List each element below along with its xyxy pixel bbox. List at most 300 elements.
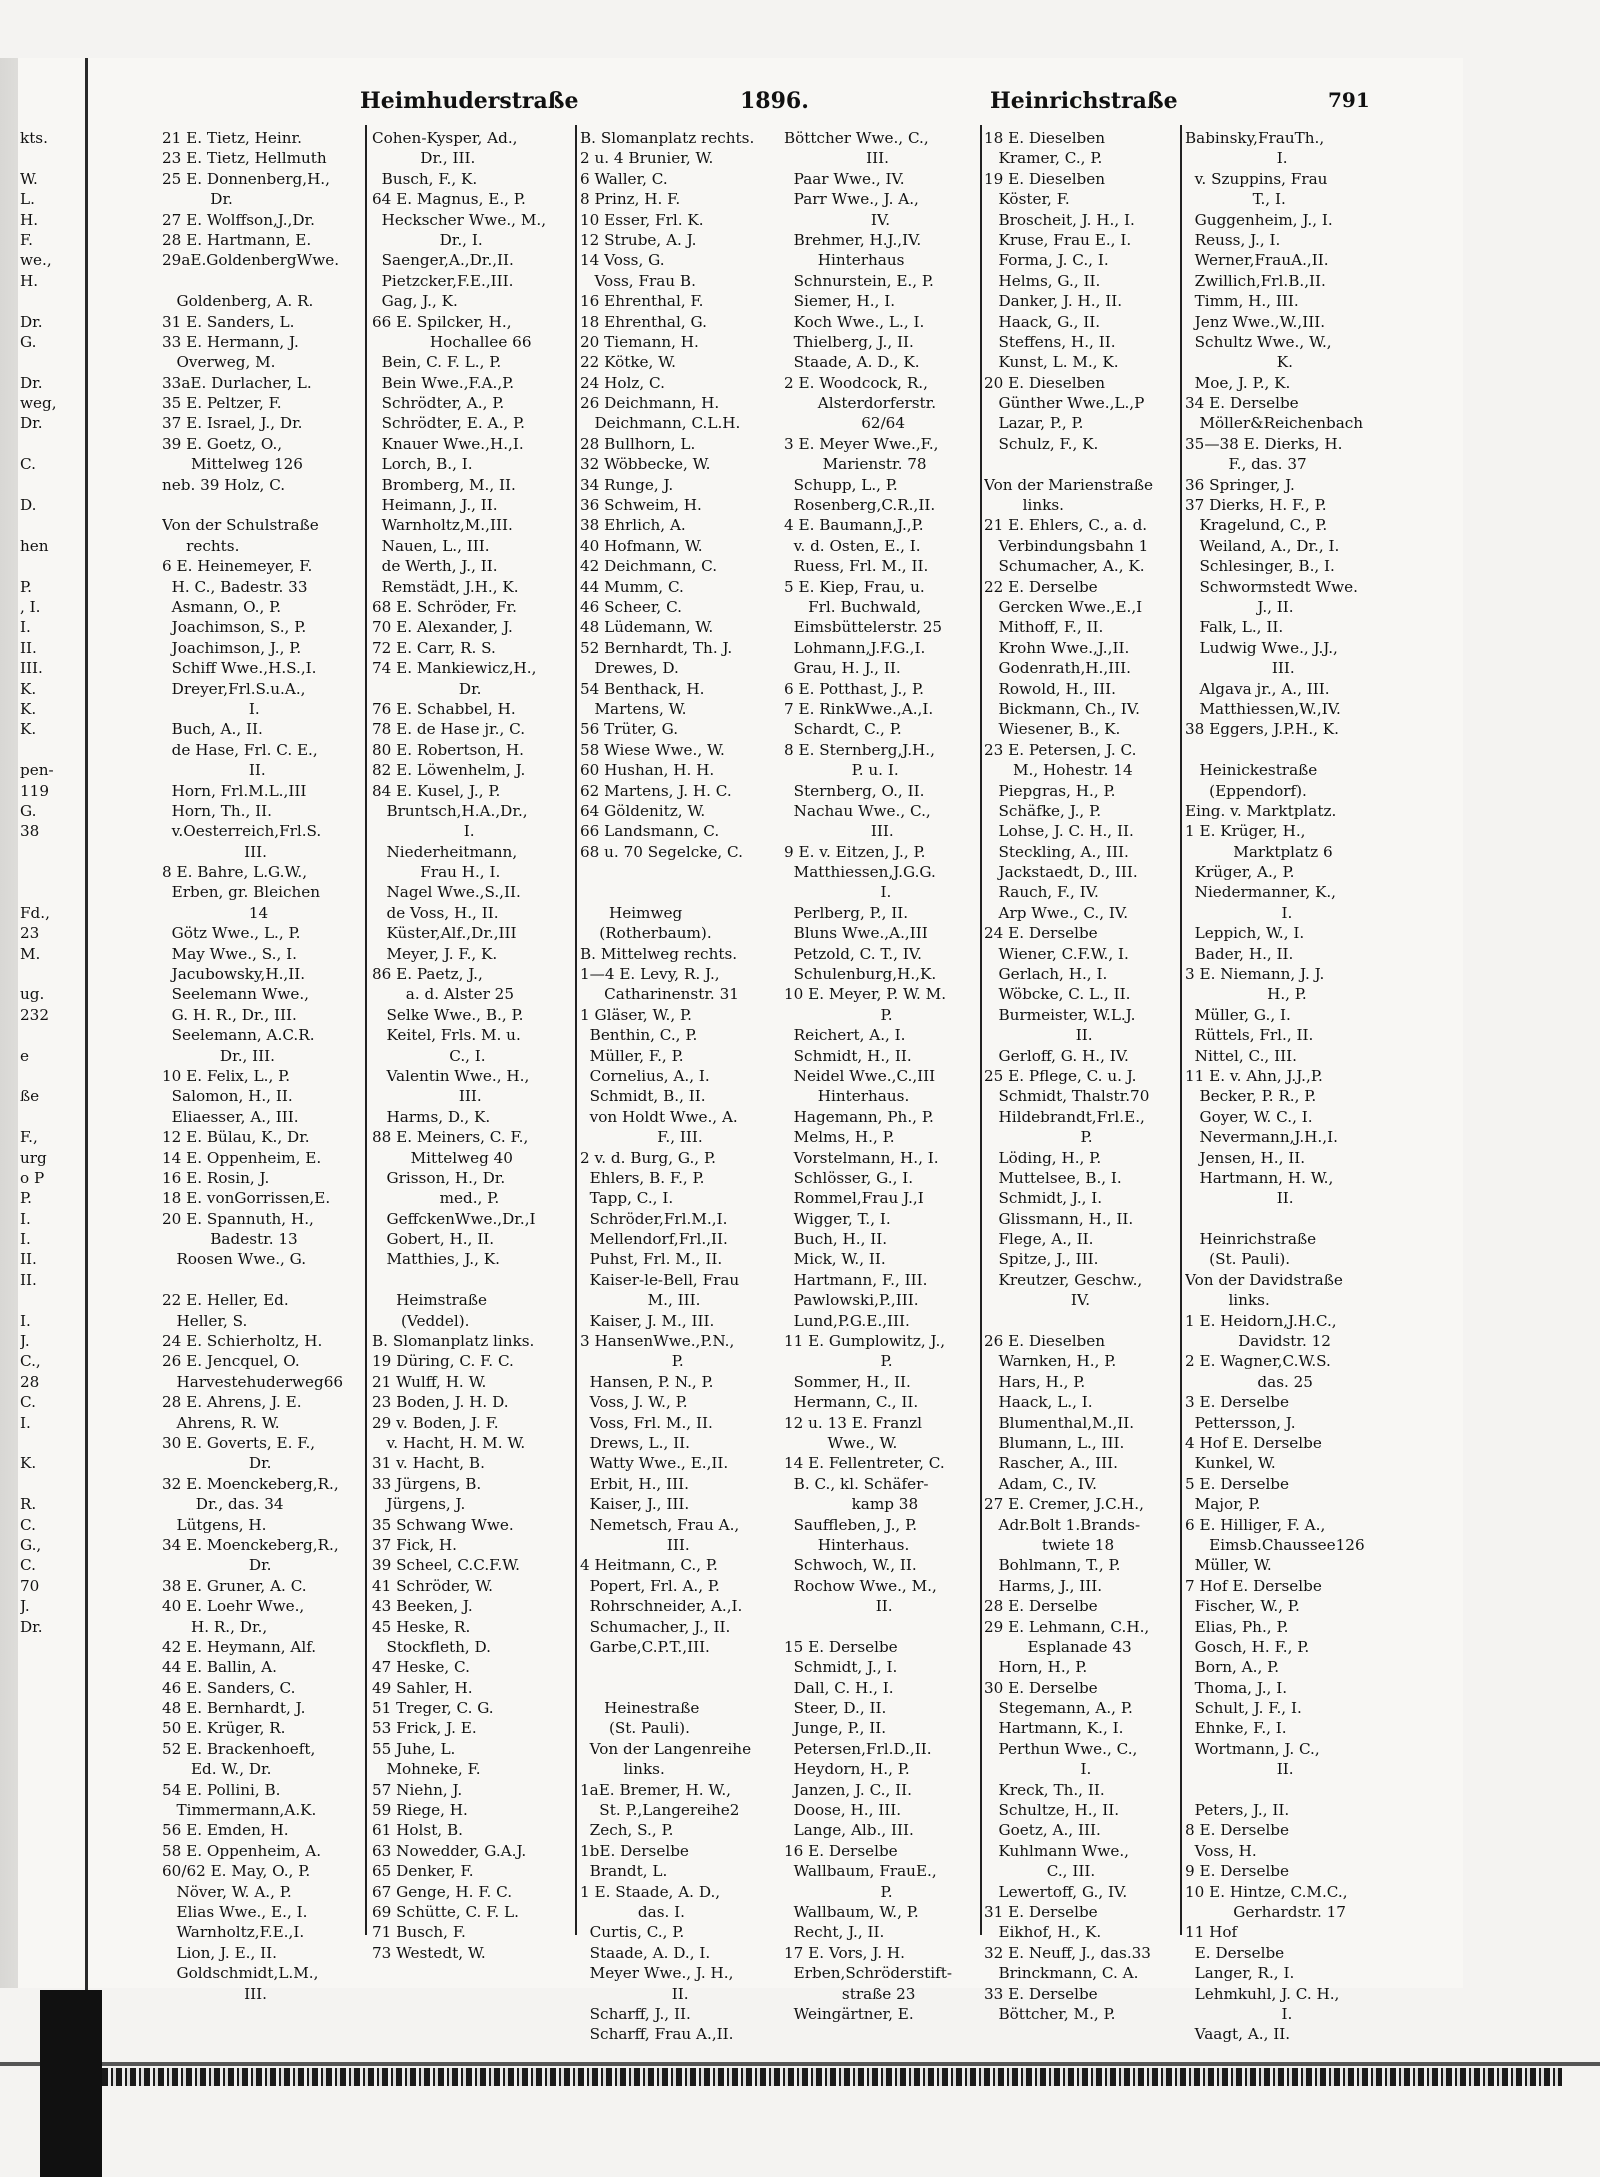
directory-line: (Rotherbaum). [580,924,712,943]
directory-line: 30 E. Derselbe [984,1678,1098,1697]
directory-line [20,1474,136,1494]
directory-line: Schwormstedt Wwe. [1185,577,1358,596]
directory-line: Kaiser, J., III. [580,1495,690,1514]
directory-line: Schwoch, W., II. [784,1556,917,1575]
directory-line [1185,740,1385,760]
directory-line: 28 [20,1372,40,1391]
directory-line: B. Slomanplatz rechts. [580,129,755,147]
directory-line: M., III. [580,1291,701,1310]
directory-line: Godenrath,H.,III. [984,659,1132,678]
directory-line: 52 E. Brackenhoeft, [162,1739,316,1758]
directory-line: 3 E. Niemann, J. J. [1185,965,1325,984]
directory-line: Voss, Frl. M., II. [580,1413,713,1432]
directory-line: F., das. 37 [1185,455,1307,474]
directory-line: e [20,1046,29,1065]
directory-line: Buch, H., II. [784,1230,888,1249]
directory-line: Doose, H., III. [784,1801,902,1820]
directory-line: Von der Langenreihe [580,1739,752,1758]
directory-line: 16 E. Rosin, J. [162,1168,270,1187]
directory-line: Staade, A. D., I. [580,1943,711,1962]
directory-line: II. [784,1597,893,1616]
directory-line: 62 Martens, J. H. C. [580,781,732,800]
directory-line: J. [20,1597,30,1616]
directory-line: Krohn Wwe.,J.,II. [984,638,1130,657]
directory-line: 31 E. Sanders, L. [162,312,295,331]
directory-line: 40 E. Loehr Wwe., [162,1597,305,1616]
directory-line: P. [784,1005,893,1024]
directory-line: 37 Fick, H. [372,1535,457,1554]
directory-line: 16 Ehrenthal, F. [580,292,704,311]
directory-line: 10 E. Meyer, P. W. M. [784,985,947,1004]
directory-line: GeffckenWwe.,Dr.,I [372,1209,536,1228]
directory-line: Lund,P.G.E.,III. [784,1311,910,1330]
directory-line: Müller, W. [1185,1556,1272,1575]
directory-line: Wortmann, J. C., [1185,1739,1320,1758]
directory-line: Schulz, F., K. [984,434,1099,453]
directory-line: 32 Wöbbecke, W. [580,455,711,474]
directory-line: Böttcher Wwe., C., [784,129,929,147]
directory-line: Von der Marienstraße [984,475,1153,494]
directory-line: Lazar, P., P. [984,414,1084,433]
directory-line: Eing. v. Marktplatz. [1185,801,1337,820]
directory-line: Dr. [162,1454,272,1473]
directory-line: Kramer, C., P. [984,149,1103,168]
directory-line: Pietzcker,F.E.,III. [372,271,514,290]
directory-line: I. [20,1413,31,1432]
directory-line: 63 Nowedder, G.A.J. [372,1841,527,1860]
directory-line: Martens, W. [580,699,687,718]
directory-line [20,291,136,311]
directory-line: 14 [162,903,269,922]
directory-line: Eimsb.Chaussee126 [1185,1535,1365,1554]
directory-line [20,740,136,760]
directory-line: 56 E. Emden, H. [162,1821,289,1840]
directory-line: 28 E. Ahrens, J. E. [162,1393,302,1412]
directory-line: 38 [20,822,40,841]
directory-line: Dall, C. H., I. [784,1678,894,1697]
directory-line: Esplanade 43 [984,1637,1132,1656]
directory-line: I. [984,1760,1092,1779]
directory-line: Kunkel, W. [1185,1454,1276,1473]
directory-line: 35 Schwang Wwe. [372,1515,514,1534]
directory-line: 4 Heitmann, C., P. [580,1556,718,1575]
directory-line: 36 Schweim, H. [580,496,702,515]
directory-line: 1 E. Staade, A. D., [580,1882,721,1901]
directory-line: de Werth, J., II. [372,557,498,576]
directory-line: 55 Juhe, L. [372,1739,456,1758]
directory-line: Kaiser-le-Bell, Frau [580,1270,740,1289]
directory-line: Pettersson, J. [1185,1413,1296,1432]
directory-line: II. [984,1026,1093,1045]
directory-line: neb. 39 Holz, C. [162,475,286,494]
directory-line: 232 [20,1005,49,1024]
directory-line: 80 E. Robertson, H. [372,740,524,759]
directory-line: Dr., III. [372,149,476,168]
directory-line: Pawlowski,P.,III. [784,1291,919,1310]
directory-line: K. [20,1454,37,1473]
directory-line: Born, A., P. [1185,1658,1280,1677]
directory-line: Muttelsee, B., I. [984,1168,1122,1187]
directory-line: Heydorn, H., P. [784,1760,910,1779]
directory-line: T., I. [1185,190,1286,209]
column-6 [1185,128,1385,2045]
directory-line: Schultze, H., II. [984,1801,1120,1820]
directory-line: 10 E. Hintze, C.M.C., [1185,1882,1348,1901]
directory-line: Hildebrandt,Frl.E., [984,1107,1145,1126]
directory-line: Heinrichstraße [1185,1230,1317,1249]
directory-line: J. [20,1332,30,1351]
directory-line: II. [20,638,37,657]
directory-line: Erbit, H., III. [580,1474,689,1493]
directory-line: Müller, G., I. [1185,1005,1291,1024]
directory-line [580,862,780,882]
directory-line: Eimsbüttelerstr. 25 [784,618,943,637]
directory-line: 42 Deichmann, C. [580,557,718,576]
scan-ruler-base [0,2062,1600,2066]
directory-line: 29 v. Boden, J. F. [372,1413,499,1432]
directory-line [1185,1209,1385,1229]
directory-line: Peters, J., II. [1185,1801,1290,1820]
directory-line: 67 Genge, H. F. C. [372,1882,513,1901]
directory-line: Salomon, H., II. [162,1087,293,1106]
directory-line: Drews, L., II. [580,1434,690,1452]
directory-line: I. [20,1311,31,1330]
directory-line: 71 Busch, F. [372,1923,466,1942]
directory-line: Heimstraße [372,1291,487,1310]
directory-line: 53 Frick, J. E. [372,1719,477,1738]
directory-line: 58 E. Oppenheim, A. [162,1841,322,1860]
directory-line: 41 Schröder, W. [372,1576,493,1595]
directory-line: III. [784,149,889,168]
directory-line: (St. Pauli). [1185,1250,1291,1269]
directory-line: Wwe., W. [784,1434,898,1452]
directory-line: Müller, F., P. [580,1046,684,1065]
directory-line: Elias Wwe., E., I. [162,1902,308,1921]
directory-line: W. [20,169,38,188]
directory-line: Günther Wwe.,L.,P [984,394,1145,413]
directory-line: Fd., [20,903,50,922]
directory-line: Dr. [162,190,233,209]
directory-line: Erben, gr. Bleichen [162,883,321,902]
directory-line: 22 E. Derselbe [984,577,1098,596]
directory-line: Parr Wwe., J. A., [784,190,919,209]
directory-line: 20 Tiemann, H. [580,332,699,351]
directory-line: 14 E. Oppenheim, E. [162,1148,322,1167]
directory-line: Weiland, A., Dr., I. [1185,536,1340,555]
directory-line: 14 E. Fellentreter, C. [784,1454,945,1473]
directory-line: Stockfleth, D. [372,1637,491,1656]
directory-line: Warnholtz,F.E.,I. [162,1923,305,1942]
directory-line: 31 E. Derselbe [984,1902,1098,1921]
directory-line: Gerloff, G. H., IV. [984,1046,1129,1065]
directory-line: Schiff Wwe.,H.S.,I. [162,659,317,678]
directory-line: Blumann, L., III. [984,1434,1125,1452]
directory-line: Lohse, J. C. H., II. [984,822,1134,841]
directory-line: 11 E. v. Ahn, J.J.,P. [1185,1066,1323,1085]
directory-line: 28 E. Derselbe [984,1597,1098,1616]
directory-line: 33 Jürgens, B. [372,1474,482,1493]
directory-line: 27 E. Cremer, J.C.H., [984,1495,1144,1514]
directory-line: Nauen, L., III. [372,536,490,555]
directory-line: Puhst, Frl. M., II. [580,1250,723,1269]
directory-line: 33 E. Hermann, J. [162,332,299,351]
column-rule [365,125,367,1935]
directory-line: weg, [20,394,57,413]
directory-line: Bluns Wwe.,A.,III [784,924,928,943]
directory-line: Brandt, L. [580,1862,668,1881]
directory-line: Rosenberg,C.R.,II. [784,496,936,515]
directory-line: Lorch, B., I. [372,455,473,474]
directory-line: Garbe,C.P.T.,III. [580,1637,710,1656]
directory-line: Schmidt, J., I. [984,1189,1103,1208]
directory-line: 78 E. de Hase jr., C. [372,720,526,739]
directory-line: Wallbaum, FrauE., [784,1862,937,1881]
directory-line: Mithoff, F., II. [984,618,1104,637]
directory-line: I. [1185,903,1293,922]
directory-line: Von der Davidstraße [1185,1270,1343,1289]
directory-line: Benthin, C., P. [580,1026,698,1045]
directory-line: Meyer Wwe., J. H., [580,1964,734,1983]
directory-line: K. [20,720,37,739]
directory-line: 9 E. v. Eitzen, J., P. [784,842,926,861]
directory-line: Mellendorf,Frl.,II. [580,1230,728,1249]
directory-line: Rauch, F., IV. [984,883,1099,902]
directory-line: K. [20,699,37,718]
directory-line: Siemer, H., I. [784,292,896,311]
directory-line: 33aE. Durlacher, L. [162,373,312,392]
directory-line: Növer, W. A., P. [162,1882,292,1901]
directory-line [162,495,357,515]
directory-line: H. R., Dr., [162,1617,268,1636]
directory-line: Kruse, Frau E., I. [984,230,1132,249]
directory-line: Jürgens, J. [372,1495,466,1514]
directory-line: Asmann, O., P. [162,597,282,616]
directory-line: 64 E. Magnus, E., P. [372,190,526,209]
directory-line: 23 E. Petersen, J. C. [984,740,1137,759]
directory-line: Goldenberg, A. R. [162,292,314,311]
directory-line: Arp Wwe., C., IV. [984,903,1129,922]
directory-line: K. [1185,353,1293,372]
directory-line: Vorstelmann, H., I. [784,1148,939,1167]
directory-line: May Wwe., S., I. [162,944,297,963]
directory-line: Rüttels, Frl., II. [1185,1026,1314,1045]
directory-line: Ludwig Wwe., J.J., [1185,638,1338,657]
directory-line: Sternberg, O., II. [784,781,925,800]
directory-line: we., [20,251,52,270]
directory-line: Timmermann,A.K. [162,1801,317,1820]
directory-line: Kreck, Th., II. [984,1780,1105,1799]
directory-line: Babinsky,FrauTh., [1185,129,1325,147]
directory-line: Schumacher, J., II. [580,1617,731,1636]
directory-line: 26 E. Jencquel, O. [162,1352,300,1371]
directory-line: Gerlach, H., I. [984,965,1108,984]
directory-line: G. [20,801,37,820]
directory-line: Grau, H. J., II. [784,659,901,678]
directory-line: 37 E. Israel, J., Dr. [162,414,303,433]
directory-line: Saenger,A.,Dr.,II. [372,251,514,270]
directory-line: Gerhardstr. 17 [1185,1902,1346,1921]
directory-line: 19 E. Dieselben [984,169,1106,188]
directory-line: Spitze, J., III. [984,1250,1099,1269]
directory-line: Reuss, J., I. [1185,230,1281,249]
directory-line: Gosch, H. F., P. [1185,1637,1310,1656]
directory-line: 58 Wiese Wwe., W. [580,740,725,759]
directory-line: Bein Wwe.,F.A.,P. [372,373,515,392]
column-5 [984,128,1179,2024]
directory-line: 45 Heske, R. [372,1617,471,1636]
directory-line: Danker, J. H., II. [984,292,1123,311]
directory-line: 21 Wulff, H. W. [372,1372,487,1391]
directory-line: Hansen, P. N., P. [580,1372,714,1391]
directory-line: 54 Benthack, H. [580,679,705,698]
directory-line: Nagel Wwe.,S.,II. [372,883,521,902]
directory-line: III. [162,842,267,861]
directory-line: 7 Hof E. Derselbe [1185,1576,1322,1595]
directory-line: Marktplatz 6 [1185,842,1333,861]
directory-line: B. C., kl. Schäfer- [784,1474,929,1493]
directory-line: 11 Hof [1185,1923,1238,1942]
directory-line: 40 Hofmann, W. [580,536,703,555]
directory-line: Blumenthal,M.,II. [984,1413,1135,1432]
directory-line: Leppich, W., I. [1185,924,1305,943]
directory-line: Adr.Bolt 1.Brands- [984,1515,1141,1534]
directory-line: Busch, F., K. [372,169,478,188]
directory-line: 37 Dierks, H. F., P. [1185,496,1327,515]
directory-line: 48 Lüdemann, W. [580,618,714,637]
directory-line: Köster, F. [984,190,1070,209]
directory-line: Warnholtz,M.,III. [372,516,513,535]
directory-line: Nemetsch, Frau A., [580,1515,740,1534]
directory-line: Frl. Buchwald, [784,597,922,616]
directory-line [372,1270,572,1290]
directory-line: Ahrens, R. W. [162,1413,280,1432]
directory-line: 21 E. Ehlers, C., a. d. [984,516,1148,535]
directory-line: 32 E. Moenckeberg,R., [162,1474,339,1493]
directory-line: 10 Esser, Frl. K. [580,210,704,229]
directory-line: 61 Holst, B. [372,1821,463,1840]
header-right-street-title: Heinrichstraße [990,88,1178,114]
directory-line: links. [1185,1291,1270,1310]
directory-line: 12 E. Bülau, K., Dr. [162,1128,310,1147]
directory-line: P. [20,1189,32,1208]
directory-line: Lewertoff, G., IV. [984,1882,1128,1901]
directory-line: E. Derselbe [1185,1943,1285,1962]
directory-line: Dr. [20,1617,43,1636]
directory-line: Hartmann, H. W., [1185,1168,1334,1187]
directory-line: Jacubowsky,H.,II. [162,965,306,984]
directory-line [20,1433,136,1453]
directory-line: 32 E. Neuff, J., das.33 [984,1943,1151,1962]
directory-line: Haack, G., II. [984,312,1101,331]
directory-line [580,1657,780,1677]
directory-line: Nachau Wwe., C., [784,801,931,820]
directory-line: straße 23 [784,1984,916,2003]
directory-line: Schlösser, G., I. [784,1168,914,1187]
directory-line: C., III. [984,1862,1096,1881]
directory-line: Götz Wwe., L., P. [162,924,301,943]
directory-line: Elias, Ph., P. [1185,1617,1289,1636]
directory-line: Koch Wwe., L., I. [784,312,925,331]
directory-line: Heckscher Wwe., M., [372,210,547,229]
column-rule [575,125,577,1935]
directory-line: 24 E. Schierholtz, H. [162,1332,323,1351]
directory-line: Möller&Reichenbach [1185,414,1364,433]
directory-line: IV. [784,210,891,229]
directory-line: Becker, P. R., P. [1185,1087,1317,1106]
directory-line: Alsterdorferstr. [784,394,937,413]
directory-line: twiete 18 [984,1535,1115,1554]
directory-line [20,1025,136,1045]
directory-line: 46 E. Sanders, C. [162,1678,296,1697]
directory-line: Kunst, L. M., K. [984,353,1119,372]
directory-line: kts. [20,129,48,147]
directory-line: 6 E. Hilliger, F. A., [1185,1515,1326,1534]
directory-line: Schult, J. F., I. [1185,1699,1302,1718]
directory-line: Rochow Wwe., M., [784,1576,937,1595]
directory-line: Perthun Wwe., C., [984,1739,1138,1758]
directory-line: Hars, H., P. [984,1372,1086,1391]
directory-line: 68 E. Schröder, Fr. [372,597,517,616]
directory-line: III. [372,1087,482,1106]
directory-line: Schlesinger, B., I. [1185,557,1335,576]
directory-line: Niederheitmann, [372,842,518,861]
directory-line [20,352,136,372]
directory-line: Catharinenstr. 31 [580,985,739,1004]
directory-line: 34 E. Moenckeberg,R., [162,1535,339,1554]
directory-line: Falk, L., II. [1185,618,1284,637]
directory-line: 76 E. Schabbel, H. [372,699,516,718]
directory-line: C. [20,1393,36,1412]
directory-line [20,882,136,902]
directory-line: Hochallee 66 [372,332,532,351]
directory-line: 21 E. Tietz, Heinr. [162,129,302,147]
directory-line: 52 Bernhardt, Th. J. [580,638,733,657]
directory-line: Hinterhaus. [784,1087,910,1106]
directory-line: 1bE. Derselbe [580,1841,689,1860]
directory-line: I. [162,699,260,718]
directory-line: Ruess, Frl. M., II. [784,557,929,576]
directory-line: Wöbcke, C. L., II. [984,985,1131,1004]
directory-line: Goldschmidt,L.M., [162,1964,319,1983]
directory-line: Warnken, H., P. [984,1352,1117,1371]
directory-line: F. [20,230,33,249]
directory-line: Löding, H., P. [984,1148,1102,1167]
directory-line: Perlberg, P., II. [784,903,909,922]
directory-line: Flege, A., II. [984,1230,1094,1249]
directory-line: pen- [20,761,54,780]
directory-line [20,1107,136,1127]
directory-line: Niedermanner, K., [1185,883,1337,902]
directory-line: 24 Holz, C. [580,373,665,392]
directory-line: 31 v. Hacht, B. [372,1454,485,1473]
directory-line: 18 E. Dieselben [984,129,1106,147]
directory-line: 5 E. Kiep, Frau, u. [784,577,925,596]
directory-line: v. Szuppins, Frau [1185,169,1328,188]
directory-line: 2 u. 4 Brunier, W. [580,149,714,168]
directory-line: Rascher, A., III. [984,1454,1118,1473]
directory-line: Sommer, H., II. [784,1372,911,1391]
directory-line: Erben,Schröderstift- [784,1964,952,1983]
directory-line: Schardt, C., P. [784,720,902,739]
directory-line: hen [20,536,49,555]
directory-line: 25 E. Donnenberg,H., [162,169,330,188]
directory-line: 8 E. Bahre, L.G.W., [162,863,308,882]
directory-line: B. Slomanplatz links. [372,1332,535,1351]
directory-line: Dr. [162,1556,272,1575]
directory-line: Hermann, C., II. [784,1393,919,1412]
directory-line: Cohen-Kysper, Ad., [372,129,518,147]
directory-line: II. [162,761,266,780]
